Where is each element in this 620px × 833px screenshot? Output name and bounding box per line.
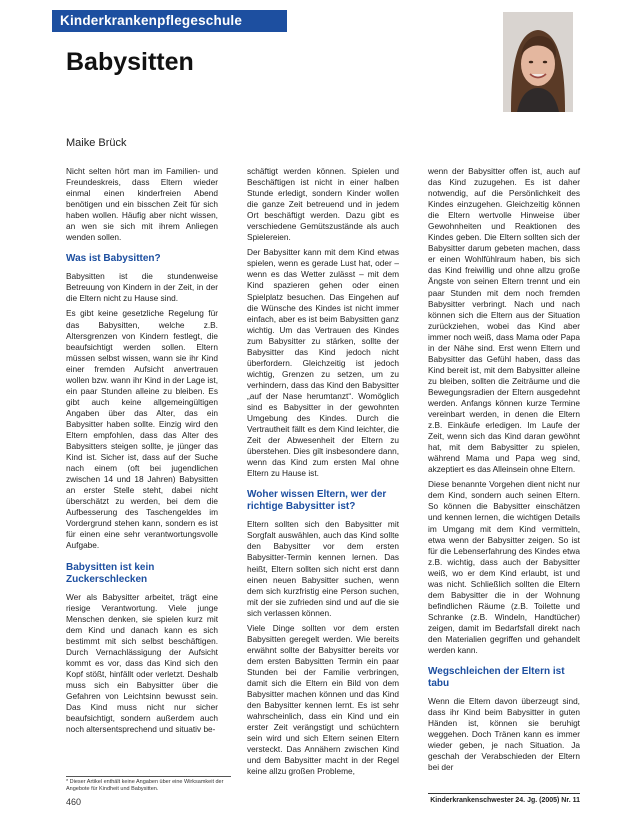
paragraph: Nicht selten hört man im Familien- und Freundeskreis, dass Eltern wieder einmal einen kinderfreien Abend benötigen und ein bisschen Zeit für sich haben wollen. Häufig aber nicht wissen, an wen sie sich mit ihrem Anliegen wenden sollen. bbox=[66, 166, 218, 243]
paragraph: schäftigt werden können. Spielen und Beschäftigen ist nicht in einer halben Stunde erledigt, sondern Kinder wollen die ganze Zeit betreuend und in jedem Ort beschäftigt werden. Dazu gibt es verschiedene Gemütszustände als auch Spielereien. bbox=[247, 166, 399, 243]
portrait-image bbox=[503, 12, 573, 112]
paragraph: Babysitten ist die stundenweise Betreuung von Kindern in der Zeit, in der die Eltern nicht zu Hause sind. bbox=[66, 271, 218, 304]
paragraph: Der Babysitter kann mit dem Kind etwas spielen, wenn es gerade Lust hat, oder – wenn es das Wetter zulässt – mit dem Kind spazieren gehen oder einen Spielplatz besuchen. Das Eingehen auf die Wünsche des Kindes ist nicht immer einfach, aber es ist beim Babysitten ganz wichtig. Um das Vertrauen des Kindes zum Babysitter zu stärken, sollte der Babysitter das Kind jedoch nicht überfordern. Gleichzeitig ist jedoch wichtig, Grenzen zu setzen, um zu verhindern, dass das Kind den Babysitter „auf der Nase herumtanzt“. Womöglich sind es Babysitter in der gewohnten Umgebung des Kindes. Durch die Vertrautheit fällt es dem Kind leichter, die Zeit der Abwesenheit der Eltern zu überstehen. Dies gilt insbesondere dann, wenn das Kind zum ersten Mal ohne Eltern zu Hause ist. bbox=[247, 247, 399, 479]
paragraph: Wer als Babysitter arbeitet, trägt eine riesige Verantwortung. Viele junge Menschen denken, sie spielen kurz mit dem Kind und danach kann es sich bestimmt mit sich selbst beschäftigen. Durch Vernachlässigung der Aufsicht kommt es vor, dass das Kind sich den Kopf stößt, hinfällt oder verletzt. Deshalb muss sich ein Babysitter über die Gefahren von Leichtsinn bewusst sein. Das Kind muss nicht nur sicher beaufsichtigt, sondern außerdem auch noch altersentsprechend und situativ be- bbox=[66, 591, 218, 735]
journal-citation: Kinderkrankenschwester 24. Jg. (2005) Nr. 11 bbox=[430, 797, 580, 804]
section-heading: Wegschleichen der Eltern ist tabu bbox=[428, 666, 565, 690]
paragraph: Wenn die Eltern davon überzeugt sind, dass ihr Kind beim Babysitter in guten Händen ist, können sie beruhigt weggehen. Doch Tränen kann es immer wieder geben, je nach Situation. Ja geschah der Verabschieden der Eltern bei der bbox=[428, 696, 580, 773]
section-header-band bbox=[52, 10, 287, 32]
footnote: * Dieser Artikel enthält keine Angaben über eine Wirksamkeit der Angebote für Kindheit und Babysitten. bbox=[66, 776, 231, 793]
paragraph: Diese benannte Vorgehen dient nicht nur dem Kind, sondern auch seinen Eltern. So können die Babysitter einschätzen und kennen lernen, die wichtigen Details im Umgang mit dem Kind vermitteln, etwa wenn der Babysitter zeigen. So ist für die Lebenserfahrung des Kindes etwa z.B. wichtig, dass auch der Babysitter weiß, wo er dem Kind erlaubt, ist und was nicht. Schließlich sollten die Eltern dem Babysitter die in der Wohnung befindlichen Räume (z.B. Toilette und Schranke (z.B. Windeln, Handtücher) zeigen, damit im Bedarfsfall direkt nach den Materialien gegriffen und gehandelt werden kann. bbox=[428, 479, 580, 656]
paragraph: Es gibt keine gesetzliche Regelung für das Babysitten, welche z.B. Altersgrenzen von Kindern festlegt, die beaufsichtigt werden sollen. Eltern müssen selbst wissen, wann sie ihr Kind einer fremden Aufsicht anvertrauen wollen bzw. wann ihr Kind in der Lage ist, ein paar Stunden alleine zu bleiben. Es gibt auch keine allgemeingültigen Angaben über das Alter, das ein Babysitter haben sollte. Einzig wird den Eltern empfohlen, dass das Alter des Babysitters steigen sollte, je jünger das Kind ist. Sicher ist, dass auf der Suche nach einem (oft bei jugendlichen zwischen 14 und 18 Jahren) Babysitten an erster Stelle steht, dabei nicht überschätzt zu werden, bei dem die Aufbesserung des Taschengeldes im Vordergrund stehen kann, sondern es ist für einen eine sehr verantwortungsvolle Aufgabe. bbox=[66, 308, 218, 551]
footer-divider bbox=[428, 793, 580, 794]
text-column-1 bbox=[66, 166, 218, 739]
author-photo bbox=[503, 12, 573, 112]
text-column-2 bbox=[247, 166, 399, 781]
section-heading: Woher wissen Eltern, wer der richtige Babysitter ist? bbox=[247, 489, 387, 513]
paragraph: wenn der Babysitter offen ist, auch auf das Kind zuzugehen. Es ist daher notwendig, auf die Persönlichkeit des Kindes einzugehen. Gleichzeitig können die Eltern wertvolle Hinweise über Gewohnheiten und Reaktionen des Kindes geben. Die Eltern sollten sich der Babysitter darum gebeten machen, dass er einen Wohlfühlraum haben, bis sich das Kind freiwillig und ohne allzu große Ängste von seinen Eltern trennt und ein paar Stunden mit dem noch fremden Babysitter verbringt. Nach und nach können sich die Eltern aus der Situation zurückziehen, wobei das Kind aber immer noch weiß, dass Mama oder Papa in der Nähe sind. Erst wenn Eltern und Babysitter das Gefühl haben, dass das Kind bereit ist, mit dem Babysitter alleine zu bleiben, sollten die Zeiträume und die Bewegungsradien der Eltern ausgedehnt werden. Anfangs können kurze Termine vereinbart werden, in denen die Eltern z.B. Einkäufe erledigen. Im Laufe der Zeit, wenn sich das Kind daran gewöhnt hat, mit dem Babysitter zu spielen, während Mama und Papa weg sind, akzeptiert es das Alleinsein ohne Eltern. bbox=[428, 166, 580, 475]
author-name: Maike Brück bbox=[66, 137, 127, 149]
article-title: Babysitten bbox=[66, 48, 194, 76]
section-heading: Babysitten ist kein Zuckerschlecken bbox=[66, 561, 155, 585]
text-column-3 bbox=[428, 166, 580, 777]
paragraph: Eltern sollten sich den Babysitter mit Sorgfalt auswählen, auch das Kind sollte den Babysitter vor dem ersten Babysitter-Termin kennen lernen. Das heißt, Eltern sollten sich nicht erst dann einen neuen Babysitter suchen, wenn dem sich kurzfristig eine Person suchen, mit der sie zufrieden sind und auf die sie sich verlassen können. bbox=[247, 519, 399, 618]
section-label: Kinderkrankenpflegeschule bbox=[60, 13, 243, 28]
paragraph: Viele Dinge sollten vor dem ersten Babysitten geregelt werden. Wie bereits erwähnt sollte der Babysitter bereits vor dem ersten Babysitten Termin ein paar Stunden bei der Familie verbringen, damit sich die Eltern ein Bild von dem Babysitter machen können und das Kind den Babysitter kennen lernt. Es ist sehr wahrscheinlich, dass ein Kind und ein erster Zeit verängstigt und schüchtern sein wird und sich Eltern seinen Eltern versteckt. Das Annähern zwischen Kind und dem Babysitter macht in der Regel keine allzu großen Probleme, bbox=[247, 622, 399, 777]
section-heading: Was ist Babysitten? bbox=[66, 253, 161, 265]
page-number: 460 bbox=[66, 797, 82, 807]
